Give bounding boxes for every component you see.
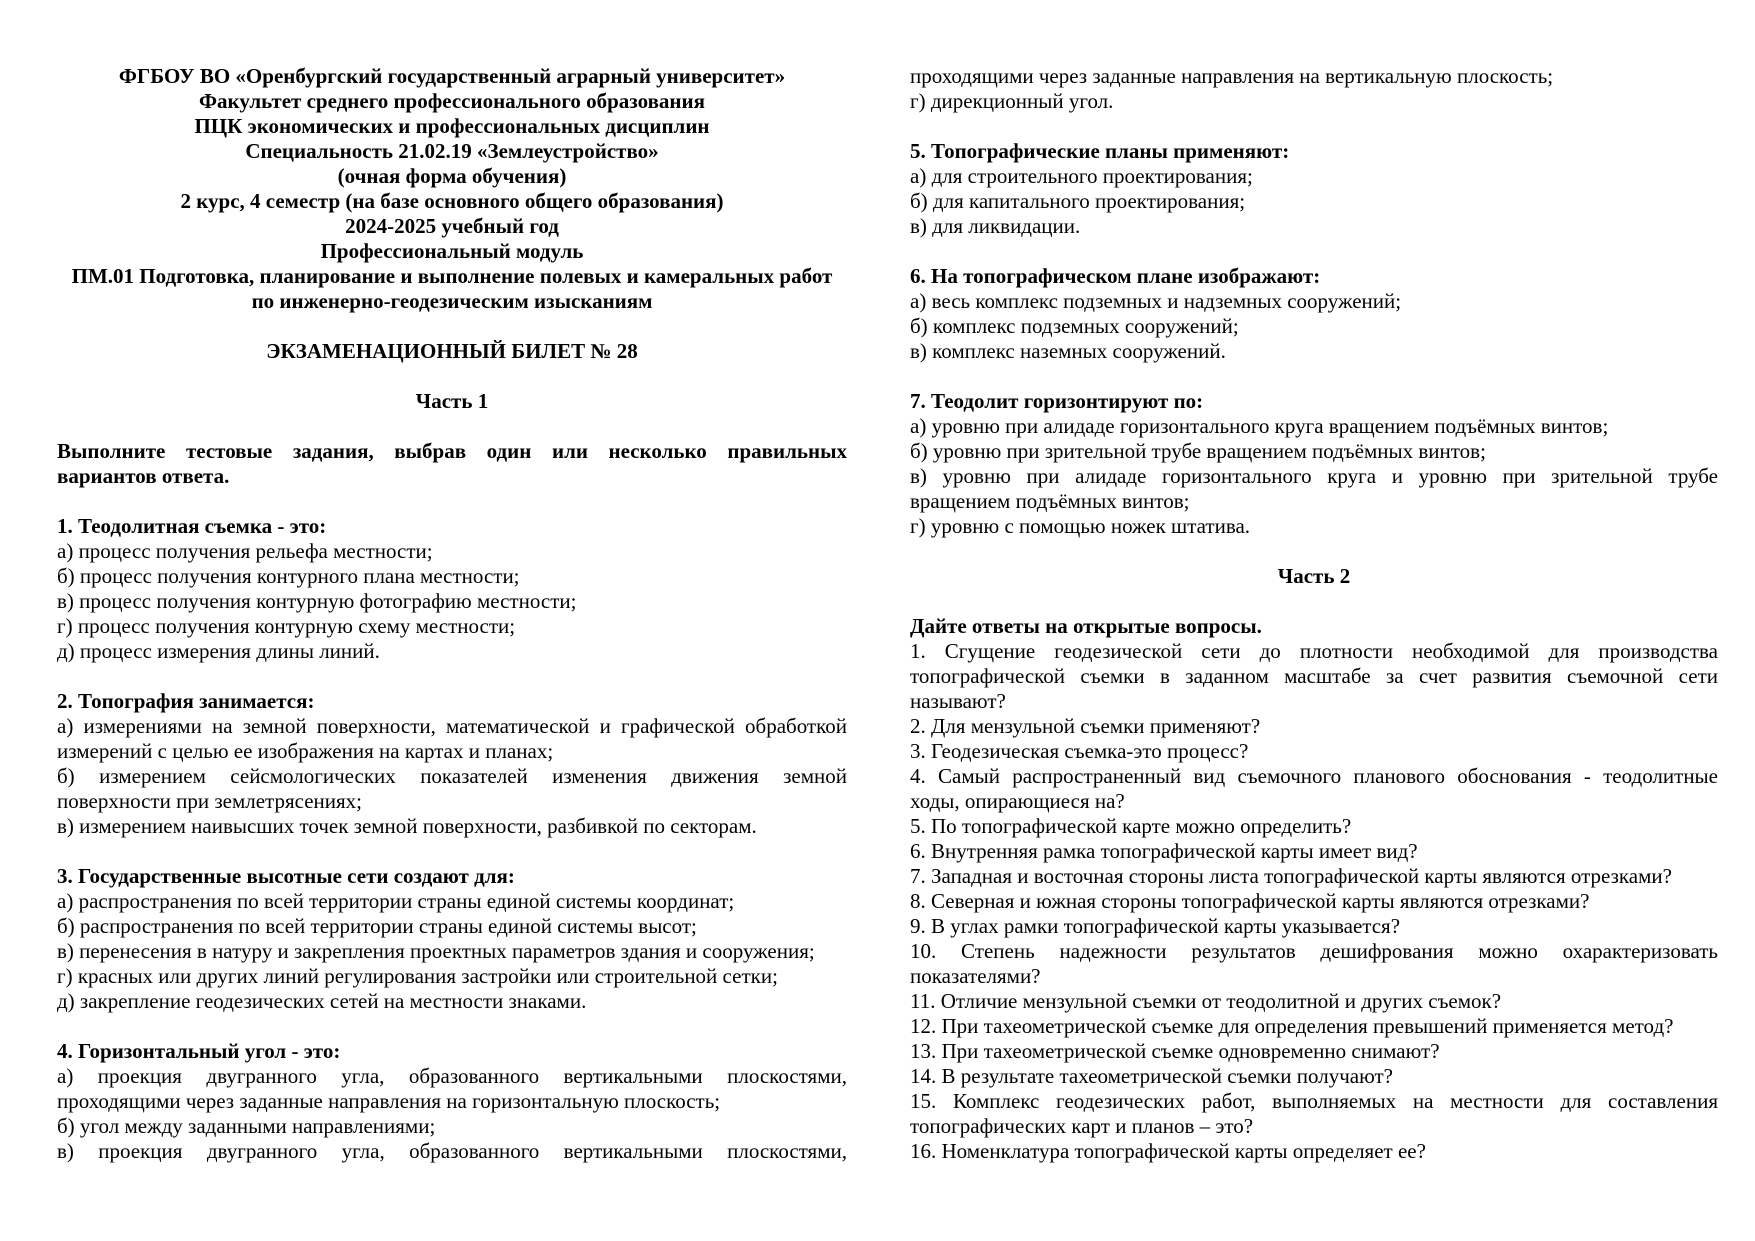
open-question-line: 13. При тахеометрической съемке одновременно снимают? xyxy=(910,1039,1440,1063)
part1-instruction-line: вариантов ответа. xyxy=(57,464,230,488)
exam-ticket-title: ЭКЗАМЕНАЦИОННЫЙ БИЛЕТ № 28 xyxy=(266,339,638,363)
question-option: в) уровню при алидаде горизонтального круга и уровню при зрительной трубе xyxy=(910,464,1718,488)
open-question-line: 8. Северная и южная стороны топографической карты являются отрезками? xyxy=(910,889,1590,913)
question-option: в) комплекс наземных сооружений. xyxy=(910,339,1226,363)
open-question-line: 1. Сгущение геодезической сети до плотности необходимой для производства xyxy=(910,639,1718,663)
open-question-line: 4. Самый распространенный вид съемочного планового обоснования - теодолитные xyxy=(910,764,1718,788)
question-option: б) комплекс подземных сооружений; xyxy=(910,314,1239,338)
open-question-line: 2. Для мензульной съемки применяют? xyxy=(910,714,1261,738)
question-option: в) процесс получения контурную фотографию местности; xyxy=(57,589,577,613)
question-3 xyxy=(57,864,847,1014)
question-3-title: 3. Государственные высотные сети создают для: xyxy=(57,864,515,888)
question-option: а) измерениями на земной поверхности, математической и графической обработкой xyxy=(57,714,847,738)
question-option: а) распространения по всей территории страны единой системы координат; xyxy=(57,889,735,913)
part1-instruction xyxy=(57,439,847,489)
left-column xyxy=(57,64,847,1164)
question-7 xyxy=(910,389,1718,539)
header-line: 2 курс, 4 семестр (на базе основного общего образования) xyxy=(180,189,724,213)
open-question-line: 14. В результате тахеометрической съемки получают? xyxy=(910,1064,1393,1088)
question-option: а) проекция двугранного угла, образованного вертикальными плоскостями, xyxy=(57,1064,847,1088)
question-5 xyxy=(910,139,1718,239)
question-option: г) красных или других линий регулирования застройки или строительной сетки; xyxy=(57,964,778,988)
question-option: проходящими через заданные направления на горизонтальную плоскость; xyxy=(57,1089,721,1113)
right-column xyxy=(910,64,1718,1164)
question-option: б) для капитального проектирования; xyxy=(910,189,1246,213)
question-option: в) перенесения в натуру и закрепления проектных параметров здания и сооружения; xyxy=(57,939,815,963)
open-question-line: называют? xyxy=(910,689,1006,713)
part1-heading: Часть 1 xyxy=(415,389,489,413)
question-option: в) измерением наивысших точек земной поверхности, разбивкой по секторам. xyxy=(57,814,757,838)
question-option: б) распространения по всей территории страны единой системы высот; xyxy=(57,914,697,938)
open-question-line: 11. Отличие мензульной съемки от теодолитной и других съемок? xyxy=(910,989,1502,1013)
open-question-line: 3. Геодезическая съемка-это процесс? xyxy=(910,739,1249,763)
question-option: а) процесс получения рельефа местности; xyxy=(57,539,433,563)
question-6-title: 6. На топографическом плане изображают: xyxy=(910,264,1321,288)
question-option: поверхности при землетрясениях; xyxy=(57,789,362,813)
open-question-line: 15. Комплекс геодезических работ, выполняемых на местности для составления xyxy=(910,1089,1718,1113)
question-4-continuation xyxy=(910,64,1718,114)
question-1 xyxy=(57,514,847,664)
header-line: ПМ.01 Подготовка, планирование и выполнение полевых и камеральных работ xyxy=(71,264,833,288)
question-option: б) измерением сейсмологических показателей изменения движения земной xyxy=(57,764,847,788)
part2-heading: Часть 2 xyxy=(1277,564,1351,588)
header-line: ПЦК экономических и профессиональных дисциплин xyxy=(194,114,710,138)
question-option: измерений с целью ее изображения на картах и планах; xyxy=(57,739,554,763)
question-option: б) угол между заданными направлениями; xyxy=(57,1114,436,1138)
question-option: а) весь комплекс подземных и надземных сооружений; xyxy=(910,289,1402,313)
question-6 xyxy=(910,264,1718,364)
question-option: проходящими через заданные направления на вертикальную плоскость; xyxy=(910,64,1554,88)
question-4 xyxy=(57,1039,847,1164)
header-line: 2024-2025 учебный год xyxy=(345,214,559,238)
question-option: в) проекция двугранного угла, образованного вертикальными плоскостями, xyxy=(57,1139,847,1163)
question-option: а) для строительного проектирования; xyxy=(910,164,1253,188)
question-option: в) для ликвидации. xyxy=(910,214,1081,238)
part2-instruction: Дайте ответы на открытые вопросы. xyxy=(910,614,1262,638)
open-question-line: 7. Западная и восточная стороны листа топографической карты являются отрезками? xyxy=(910,864,1672,888)
open-question-line: 6. Внутренняя рамка топографической карты имеет вид? xyxy=(910,839,1418,863)
open-question-line: 10. Степень надежности результатов дешифрования можно охарактеризовать xyxy=(910,939,1718,963)
part1-instruction-line: Выполните тестовые задания, выбрав один или несколько правильных xyxy=(57,439,847,463)
open-question-line: топографической съемки в заданном масштабе за счет развития съемочной сети xyxy=(910,664,1718,688)
question-option: б) уровню при зрительной трубе вращением подъёмных винтов; xyxy=(910,439,1486,463)
question-option: г) уровню с помощью ножек штатива. xyxy=(910,514,1251,538)
header-line: по инженерно-геодезическим изысканиям xyxy=(251,289,653,313)
question-5-title: 5. Топографические планы применяют: xyxy=(910,139,1290,163)
open-question-line: 9. В углах рамки топографической карты указывается? xyxy=(910,914,1401,938)
open-question-line: 16. Номенклатура топографической карты определяет ее? xyxy=(910,1139,1426,1163)
question-option: б) процесс получения контурного плана местности; xyxy=(57,564,520,588)
question-option: д) закрепление геодезических сетей на местности знаками. xyxy=(57,989,587,1013)
question-option: д) процесс измерения длины линий. xyxy=(57,639,380,663)
header-line: ФГБОУ ВО «Оренбургский государственный аграрный университет» xyxy=(118,64,786,88)
question-7-title: 7. Теодолит горизонтируют по: xyxy=(910,389,1204,413)
question-option: а) уровню при алидаде горизонтального круга вращением подъёмных винтов; xyxy=(910,414,1609,438)
open-question-line: 5. По топографической карте можно определить? xyxy=(910,814,1352,838)
open-question-line: показателями? xyxy=(910,964,1041,988)
question-2-title: 2. Топография занимается: xyxy=(57,689,315,713)
question-option: г) процесс получения контурную схему местности; xyxy=(57,614,516,638)
header-line: Специальность 21.02.19 «Землеустройство» xyxy=(245,139,659,163)
open-question-line: топографических карт и планов – это? xyxy=(910,1114,1254,1138)
question-1-title: 1. Теодолитная съемка - это: xyxy=(57,514,327,538)
question-option: г) дирекционный угол. xyxy=(910,89,1114,113)
document-header xyxy=(57,64,847,314)
question-2 xyxy=(57,689,847,839)
question-option: вращением подъёмных винтов; xyxy=(910,489,1190,513)
question-4-title: 4. Горизонтальный угол - это: xyxy=(57,1039,341,1063)
open-question-line: ходы, опирающиеся на? xyxy=(910,789,1125,813)
open-question-line: 12. При тахеометрической съемке для определения превышений применяется метод? xyxy=(910,1014,1674,1038)
header-line: Профессиональный модуль xyxy=(320,239,584,263)
header-line: Факультет среднего профессионального образования xyxy=(199,89,705,113)
header-line: (очная форма обучения) xyxy=(337,164,567,188)
part2-questions xyxy=(910,614,1718,1164)
